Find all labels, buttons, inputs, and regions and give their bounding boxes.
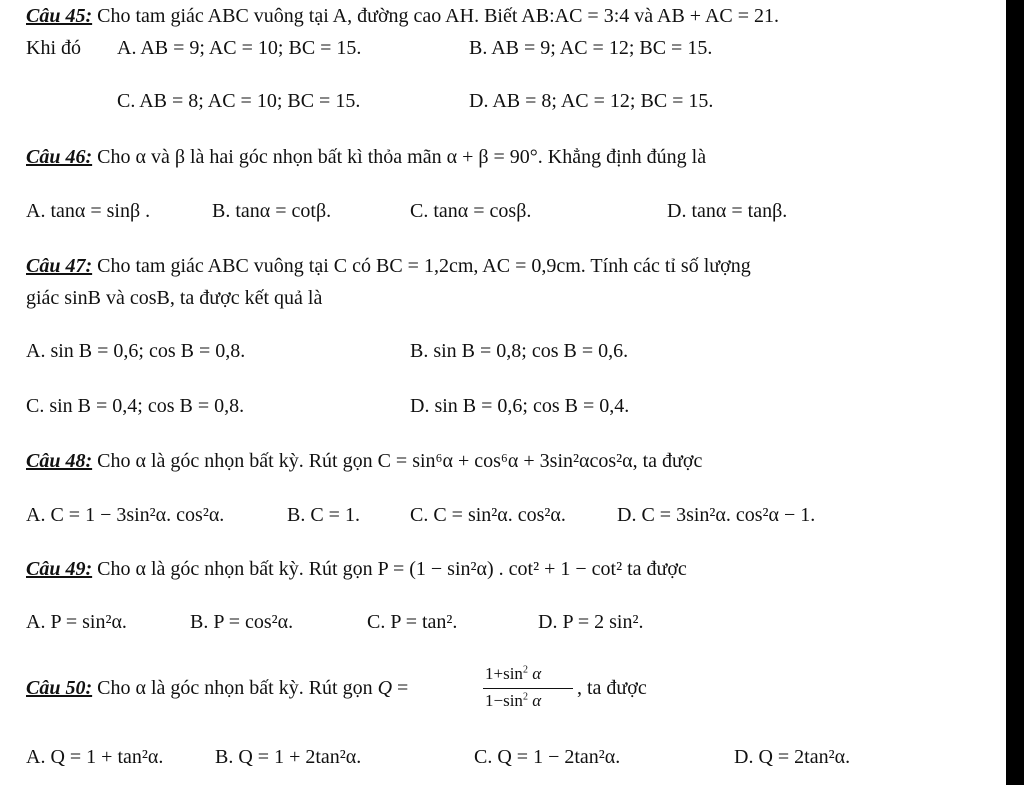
q50-denominator: $1-\sin^2$ α: [485, 691, 542, 710]
q46-label: Câu 46:: [26, 146, 93, 168]
q47-option-d: D. sin B = 0,6; cos B = 0,4.: [410, 395, 630, 417]
q45-stem-line: [26, 4, 779, 28]
q50-stem-post: , ta được: [577, 677, 647, 699]
q49-option-c: C. P = tan².: [367, 611, 458, 633]
q45-option-c: C. AB = 8; AC = 10; BC = 15.: [117, 90, 361, 112]
q48-option-a: A. C = 1 − 3sin²α. cos²α.: [26, 504, 225, 526]
q47-label: Câu 47:: [26, 255, 93, 277]
q46-option-a: A. tanα = sinβ .: [26, 200, 151, 222]
q47-stem: Cho tam giác ABC vuông tại C có BC = 1,2cm, AC = 0,9cm. Tính các tỉ số lượng: [92, 255, 751, 277]
q50-stem-line: [26, 676, 408, 700]
q45-label: Câu 45:: [26, 5, 93, 27]
q48-label: Câu 48:: [26, 450, 93, 472]
q46-stem-line: [26, 145, 706, 169]
q50-stem-pre: Cho α là góc nhọn bất kỳ. Rút gọn: [92, 677, 378, 699]
q48-option-d: D. C = 3sin²α. cos²α − 1.: [617, 504, 816, 526]
q49-option-d: D. P = 2 sin².: [538, 611, 644, 633]
q48-stem: Cho α là góc nhọn bất kỳ. Rút gọn C = sin⁶α + cos⁶α + 3sin²αcos²α, ta được: [92, 450, 703, 472]
q48-option-b: B. C = 1.: [287, 504, 360, 526]
q50-option-a: A. Q = 1 + tan²α.: [26, 746, 164, 768]
q46-option-d: D. tanα = tanβ.: [667, 200, 788, 222]
q50-option-b: B. Q = 1 + 2tan²α.: [215, 746, 362, 768]
q49-option-a: A. P = sin²α.: [26, 611, 127, 633]
q47-option-a: A. sin B = 0,6; cos B = 0,8.: [26, 340, 246, 362]
q46-stem: Cho α và β là hai góc nhọn bất kì thỏa mãn α + β = 90°. Khẳng định đúng là: [92, 146, 707, 168]
q46-option-b: B. tanα = cotβ.: [212, 200, 332, 222]
q50-option-c: C. Q = 1 − 2tan²α.: [474, 746, 621, 768]
q46-option-c: C. tanα = cosβ.: [410, 200, 532, 222]
q50-numerator: $1+\sin^2$ α: [485, 664, 542, 683]
q49-option-b: B. P = cos²α.: [190, 611, 294, 633]
q48-stem-line: [26, 449, 702, 473]
q47-stem-line: [26, 254, 751, 278]
q47-option-b: B. sin B = 0,8; cos B = 0,6.: [410, 340, 629, 362]
q50-fraction-bar: [483, 688, 573, 689]
q50-variable: Q: [377, 677, 393, 699]
page-right-border: [1006, 0, 1024, 785]
q50-equals: =: [392, 677, 409, 699]
q48-option-c: C. C = sin²α. cos²α.: [410, 504, 566, 526]
q45-option-a: A. AB = 9; AC = 10; BC = 15.: [117, 37, 362, 59]
q47-option-c: C. sin B = 0,4; cos B = 0,8.: [26, 395, 245, 417]
q50-option-d: D. Q = 2tan²α.: [734, 746, 851, 768]
q45-lead: Khi đó: [26, 37, 81, 59]
q49-stem-line: [26, 557, 687, 581]
q45-option-b: B. AB = 9; AC = 12; BC = 15.: [469, 37, 713, 59]
q47-stem-line-2: giác sinB và cosB, ta được kết quả là: [26, 287, 323, 309]
q49-stem: Cho α là góc nhọn bất kỳ. Rút gọn P = (1 − sin²α) . cot² + 1 − cot² ta được: [92, 558, 687, 580]
q50-fraction: [483, 662, 575, 716]
q45-stem: Cho tam giác ABC vuông tại A, đường cao AH. Biết AB:AC = 3:4 và AB + AC = 21.: [92, 5, 780, 27]
q49-label: Câu 49:: [26, 558, 93, 580]
q45-option-d: D. AB = 8; AC = 12; BC = 15.: [469, 90, 714, 112]
q50-label: Câu 50:: [26, 677, 93, 699]
